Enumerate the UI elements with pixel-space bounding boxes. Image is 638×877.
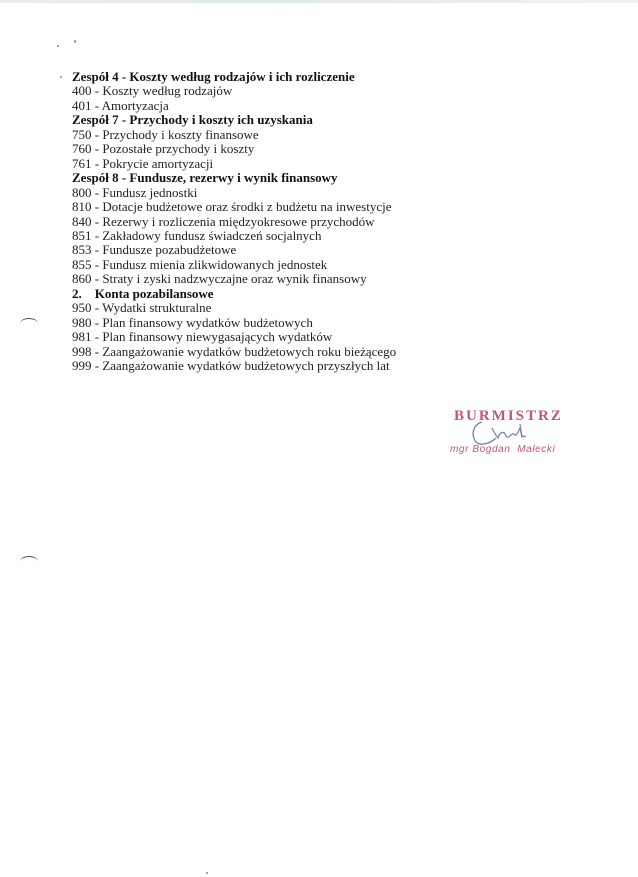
stamp-name: mgr Bogdan Małecki	[450, 444, 556, 455]
account-entry: 855 - Fundusz mienia zlikwidowanych jednostek	[72, 256, 328, 272]
account-entry: 860 - Straty i zyski nadzwyczajne oraz wynik finansowy	[72, 271, 367, 287]
section-heading: 2. Konta pozabilansowe	[72, 285, 214, 301]
account-entry: 810 - Dotacje budżetowe oraz środki z budżetu na inwestycje	[72, 199, 392, 215]
scan-speck	[74, 40, 76, 43]
mayor-stamp	[446, 408, 576, 464]
account-entry: 998 - Zaangażowanie wydatków budżetowych roku bieżącego	[72, 343, 397, 359]
account-entry: 981 - Plan finansowy niewygasających wydatków	[72, 329, 333, 345]
account-entry: 760 - Pozostałe przychody i koszty	[72, 141, 255, 157]
account-entry: 853 - Fundusze pozabudżetowe	[72, 242, 237, 258]
account-entry: 750 - Przychody i koszty finansowe	[72, 126, 259, 142]
account-entry: 999 - Zaangażowanie wydatków budżetowych przyszłych lat	[72, 358, 390, 374]
account-entry: 800 - Fundusz jednostki	[72, 184, 198, 200]
binder-hole-mark	[20, 556, 38, 567]
account-list	[72, 70, 572, 374]
scan-edge	[0, 0, 638, 3]
binder-hole-mark	[20, 318, 38, 329]
account-entry: 400 - Koszty według rodzajów	[72, 83, 233, 99]
scan-speck	[206, 872, 208, 874]
account-entry: 840 - Rezerwy i rozliczenia międzyokresowe przychodów	[72, 213, 375, 229]
scan-speck	[57, 45, 59, 47]
scan-speck	[60, 76, 62, 78]
account-entry: 761 - Pokrycie amortyzacji	[72, 155, 214, 171]
section-heading: Zespół 7 - Przychody i koszty ich uzyskania	[72, 112, 313, 128]
section-heading: Zespół 4 - Koszty według rodzajów i ich rozliczenie	[72, 69, 355, 84]
account-entry: 950 - Wydatki strukturalne	[72, 300, 212, 316]
stamp-title: BURMISTRZ	[454, 408, 563, 424]
account-entry: 851 - Zakładowy fundusz świadczeń socjalnych	[72, 227, 322, 243]
account-entry: 401 - Amortyzacja	[72, 97, 169, 113]
section-heading: Zespół 8 - Fundusze, rezerwy i wynik finansowy	[72, 170, 338, 186]
account-entry: 980 - Plan finansowy wydatków budżetowych	[72, 314, 313, 330]
